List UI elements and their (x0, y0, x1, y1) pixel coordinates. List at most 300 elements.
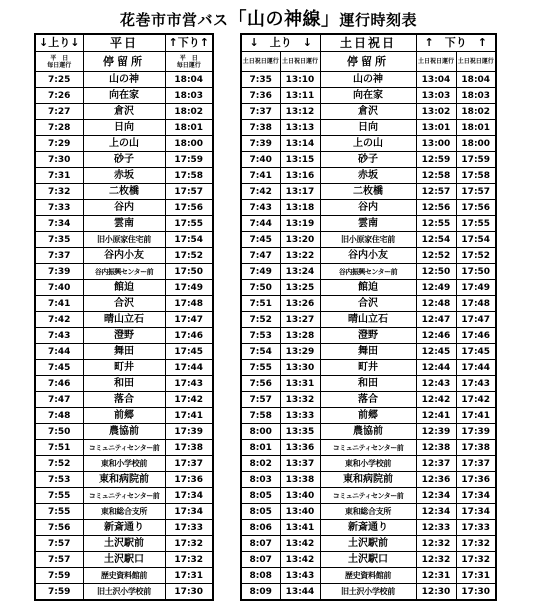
table-row (241, 536, 496, 552)
table-row (35, 504, 213, 520)
holiday-down1-time: 13:03 (416, 88, 456, 104)
weekday-up-time: 7:29 (35, 136, 83, 152)
weekday-up-time: 7:59 (35, 568, 83, 584)
holiday-up2-time: 13:16 (280, 168, 320, 184)
holiday-up1-time: 7:38 (241, 120, 280, 136)
weekday-down-time: 17:52 (165, 248, 213, 264)
table-row (35, 200, 213, 216)
stop-name: 澄野 (320, 328, 416, 344)
table-row (241, 168, 496, 184)
holiday-down1-time: 12:56 (416, 200, 456, 216)
weekday-down-time: 17:55 (165, 216, 213, 232)
table-row (35, 248, 213, 264)
weekday-up-time: 7:30 (35, 152, 83, 168)
stop-name: 砂子 (320, 152, 416, 168)
weekday-down-time: 17:39 (165, 424, 213, 440)
weekday-up-time: 7:56 (35, 520, 83, 536)
weekday-down-time: 17:34 (165, 504, 213, 520)
weekday-down-time: 17:45 (165, 344, 213, 360)
weekday-down-time: 17:50 (165, 264, 213, 280)
weekday-down-time: 17:48 (165, 296, 213, 312)
title-suffix: 運行時刻表 (339, 11, 418, 29)
holiday-up1-time: 7:41 (241, 168, 280, 184)
holiday-down2-time: 17:39 (456, 424, 496, 440)
table-row (241, 88, 496, 104)
holiday-down1-time: 12:33 (416, 520, 456, 536)
holiday-down2-time: 17:45 (456, 344, 496, 360)
holiday-up2-time: 13:32 (280, 392, 320, 408)
holiday-down1-time: 12:44 (416, 360, 456, 376)
table-row (241, 584, 496, 601)
holiday-up1-time: 8:05 (241, 504, 280, 520)
stop-name: 山の神 (320, 72, 416, 88)
holiday-up2-time: 13:13 (280, 120, 320, 136)
holiday-down2-time: 17:56 (456, 200, 496, 216)
stop-name: 農協前 (83, 424, 165, 440)
holiday-up1-time: 7:43 (241, 200, 280, 216)
table-row (241, 312, 496, 328)
stop-name: 旧小原家住宅前 (83, 232, 165, 248)
stop-name: 土沢駅口 (83, 552, 165, 568)
holiday-down2-time: 17:30 (456, 584, 496, 601)
weekday-down-time: 17:32 (165, 552, 213, 568)
holiday-down2-time: 17:49 (456, 280, 496, 296)
stop-name: 新斎通り (83, 520, 165, 536)
holiday-down1-time: 12:46 (416, 328, 456, 344)
stop-name: 東和総合支所 (320, 504, 416, 520)
table-row (35, 312, 213, 328)
weekday-up-time: 7:26 (35, 88, 83, 104)
holiday-up1-time: 7:40 (241, 152, 280, 168)
table-row (241, 456, 496, 472)
stop-name: 東和総合支所 (83, 504, 165, 520)
weekday-up-time: 7:28 (35, 120, 83, 136)
holiday-down1-time: 12:52 (416, 248, 456, 264)
table-row (241, 472, 496, 488)
holiday-up1-time: 7:36 (241, 88, 280, 104)
holiday-stop-subheader: 停留所 (320, 52, 416, 72)
stop-name: 和田 (320, 376, 416, 392)
table-row (241, 440, 496, 456)
holiday-down2-time: 17:55 (456, 216, 496, 232)
weekday-down-time: 18:00 (165, 136, 213, 152)
weekday-up-time: 7:52 (35, 456, 83, 472)
weekday-down-time: 17:31 (165, 568, 213, 584)
table-row (241, 520, 496, 536)
holiday-down1-time: 12:42 (416, 392, 456, 408)
holiday-up2-time: 13:38 (280, 472, 320, 488)
holiday-down1-time: 12:34 (416, 504, 456, 520)
weekday-down-time: 17:34 (165, 488, 213, 504)
holiday-down1-time: 13:04 (416, 72, 456, 88)
holiday-up2-time: 13:40 (280, 488, 320, 504)
table-row (35, 120, 213, 136)
table-row (241, 504, 496, 520)
stop-name: 東和小学校前 (83, 456, 165, 472)
stop-name: 雲南 (83, 216, 165, 232)
table-row (241, 296, 496, 312)
holiday-down2-time: 17:58 (456, 168, 496, 184)
holiday-down2-time: 17:38 (456, 440, 496, 456)
weekday-up-time: 7:39 (35, 264, 83, 280)
holiday-up1-time: 7:52 (241, 312, 280, 328)
table-row (35, 536, 213, 552)
holiday-down1-time: 12:30 (416, 584, 456, 601)
holiday-down2-time: 17:36 (456, 472, 496, 488)
stop-name: 赤坂 (83, 168, 165, 184)
holiday-timetable (240, 33, 497, 601)
stop-name: 二枚橋 (83, 184, 165, 200)
holiday-up2-time: 13:25 (280, 280, 320, 296)
table-row (35, 328, 213, 344)
holiday-up1-time: 7:39 (241, 136, 280, 152)
stop-name: 町井 (320, 360, 416, 376)
table-row (241, 120, 496, 136)
holiday-up1-time: 8:01 (241, 440, 280, 456)
weekday-down-header: ↑下り↑ (165, 34, 213, 52)
stop-name: 日向 (320, 120, 416, 136)
holiday-down2-time: 17:54 (456, 232, 496, 248)
holiday-up1-time: 7:54 (241, 344, 280, 360)
weekday-up-time: 7:59 (35, 584, 83, 601)
weekday-down-time: 17:49 (165, 280, 213, 296)
stop-name: コミュニティセンター前 (83, 440, 165, 456)
table-row (35, 280, 213, 296)
table-row (35, 168, 213, 184)
stop-name: 谷内 (320, 200, 416, 216)
stop-name: 前郷 (320, 408, 416, 424)
holiday-up2-time: 13:20 (280, 232, 320, 248)
table-row (241, 184, 496, 200)
stop-name: 旧土沢小学校前 (83, 584, 165, 601)
weekday-up-time: 7:53 (35, 472, 83, 488)
weekday-up-time: 7:51 (35, 440, 83, 456)
stop-name: 谷内 (83, 200, 165, 216)
holiday-down-header: ↑ 下り ↑ (416, 34, 496, 52)
holiday-down1-time: 12:57 (416, 184, 456, 200)
weekday-up-time: 7:42 (35, 312, 83, 328)
holiday-up1-time: 7:50 (241, 280, 280, 296)
stop-name: 澄野 (83, 328, 165, 344)
weekday-up-time: 7:43 (35, 328, 83, 344)
weekday-down-time: 17:41 (165, 408, 213, 424)
table-row (35, 344, 213, 360)
weekday-up-time: 7:45 (35, 360, 83, 376)
table-row (241, 424, 496, 440)
weekday-up-time: 7:40 (35, 280, 83, 296)
stop-name: 旧土沢小学校前 (320, 584, 416, 601)
stop-name: 合沢 (83, 296, 165, 312)
holiday-up1-time: 8:02 (241, 456, 280, 472)
holiday-down1-time: 12:36 (416, 472, 456, 488)
holiday-up1-time: 7:37 (241, 104, 280, 120)
table-row (35, 376, 213, 392)
holiday-up2-time: 13:26 (280, 296, 320, 312)
holiday-up1-time: 7:35 (241, 72, 280, 88)
stop-name: 新斎通り (320, 520, 416, 536)
page-title (0, 5, 537, 31)
weekday-up-time: 7:44 (35, 344, 83, 360)
weekday-down-time: 17:44 (165, 360, 213, 376)
holiday-down1-time: 12:32 (416, 536, 456, 552)
weekday-up-time: 7:47 (35, 392, 83, 408)
weekday-down-time: 17:37 (165, 456, 213, 472)
holiday-down2-time: 17:32 (456, 536, 496, 552)
holiday-up1-time: 7:45 (241, 232, 280, 248)
weekday-down-time: 17:30 (165, 584, 213, 601)
holiday-down1-time: 12:43 (416, 376, 456, 392)
table-row (35, 552, 213, 568)
table-row (241, 392, 496, 408)
holiday-down1-time: 12:41 (416, 408, 456, 424)
holiday-down2-time: 17:33 (456, 520, 496, 536)
holiday-down2-time: 17:31 (456, 568, 496, 584)
stop-name: 館迫 (320, 280, 416, 296)
stop-name: 雲南 (320, 216, 416, 232)
table-row (241, 104, 496, 120)
holiday-down1-time: 13:01 (416, 120, 456, 136)
holiday-day-header: 土日祝日 (320, 34, 416, 52)
weekday-up-subheader: 平 日 毎日運行 (35, 52, 83, 72)
weekday-down-time: 17:36 (165, 472, 213, 488)
stop-name: 東和病院前 (83, 472, 165, 488)
stop-name: 館迫 (83, 280, 165, 296)
table-row (35, 424, 213, 440)
stop-name: 倉沢 (83, 104, 165, 120)
weekday-up-time: 7:32 (35, 184, 83, 200)
stop-name: 土沢駅前 (320, 536, 416, 552)
table-row (241, 488, 496, 504)
table-row (241, 232, 496, 248)
weekday-up-time: 7:37 (35, 248, 83, 264)
holiday-up2-time: 13:35 (280, 424, 320, 440)
holiday-up2-time: 13:40 (280, 504, 320, 520)
holiday-up2-time: 13:15 (280, 152, 320, 168)
stop-name: 歴史資料館前 (83, 568, 165, 584)
table-row (241, 216, 496, 232)
holiday-down2-time: 18:00 (456, 136, 496, 152)
table-row (35, 456, 213, 472)
table-row (35, 216, 213, 232)
weekday-up-time: 7:55 (35, 504, 83, 520)
holiday-up1-time: 8:03 (241, 472, 280, 488)
holiday-up2-time: 13:17 (280, 184, 320, 200)
weekday-down-time: 18:03 (165, 88, 213, 104)
weekday-down-time: 17:33 (165, 520, 213, 536)
holiday-up2-time: 13:43 (280, 568, 320, 584)
table-row (35, 488, 213, 504)
weekday-down-time: 18:02 (165, 104, 213, 120)
holiday-down2-time: 17:37 (456, 456, 496, 472)
weekday-down-time: 17:43 (165, 376, 213, 392)
weekday-down-subheader: 平 日 毎日運行 (165, 52, 213, 72)
holiday-up2-time: 13:33 (280, 408, 320, 424)
stop-name: 土沢駅前 (83, 536, 165, 552)
holiday-up1-time: 8:09 (241, 584, 280, 601)
holiday-up2-time: 13:14 (280, 136, 320, 152)
table-row (35, 472, 213, 488)
stop-name: 舞田 (83, 344, 165, 360)
holiday-up1-time: 7:58 (241, 408, 280, 424)
holiday-up1-time: 8:05 (241, 488, 280, 504)
holiday-up2-time: 13:18 (280, 200, 320, 216)
table-row (35, 296, 213, 312)
stop-name: 前郷 (83, 408, 165, 424)
stop-name: 赤坂 (320, 168, 416, 184)
holiday-up2-time: 13:41 (280, 520, 320, 536)
table-row (241, 328, 496, 344)
weekday-down-time: 17:56 (165, 200, 213, 216)
weekday-down-time: 17:47 (165, 312, 213, 328)
holiday-down2-time: 17:41 (456, 408, 496, 424)
holiday-down1-time: 12:39 (416, 424, 456, 440)
stop-name: 和田 (83, 376, 165, 392)
weekday-up-time: 7:34 (35, 216, 83, 232)
holiday-down1-time: 12:58 (416, 168, 456, 184)
table-row (241, 552, 496, 568)
weekday-down-time: 17:32 (165, 536, 213, 552)
stop-name: 向在家 (83, 88, 165, 104)
holiday-up2-subheader: 土日祝日運行 (280, 52, 320, 72)
stop-name: 砂子 (83, 152, 165, 168)
stop-name: 向在家 (320, 88, 416, 104)
holiday-up1-time: 8:00 (241, 424, 280, 440)
holiday-up1-time: 8:06 (241, 520, 280, 536)
stop-name: 谷内振興センター前 (320, 264, 416, 280)
table-row (35, 584, 213, 601)
holiday-down2-time: 17:44 (456, 360, 496, 376)
holiday-down2-time: 17:57 (456, 184, 496, 200)
holiday-down1-time: 12:34 (416, 488, 456, 504)
holiday-down1-time: 12:48 (416, 296, 456, 312)
holiday-up1-time: 7:56 (241, 376, 280, 392)
table-row (241, 344, 496, 360)
holiday-down2-time: 17:34 (456, 488, 496, 504)
holiday-up2-time: 13:27 (280, 312, 320, 328)
holiday-up2-time: 13:36 (280, 440, 320, 456)
weekday-up-time: 7:41 (35, 296, 83, 312)
weekday-down-time: 17:58 (165, 168, 213, 184)
holiday-down2-time: 17:32 (456, 552, 496, 568)
holiday-down2-subheader: 土日祝日運行 (456, 52, 496, 72)
weekday-up-time: 7:57 (35, 552, 83, 568)
weekday-down-time: 18:04 (165, 72, 213, 88)
holiday-up1-time: 7:44 (241, 216, 280, 232)
holiday-up1-subheader: 土日祝日運行 (241, 52, 280, 72)
weekday-up-time: 7:57 (35, 536, 83, 552)
table-row (35, 408, 213, 424)
weekday-up-time: 7:35 (35, 232, 83, 248)
holiday-down2-time: 17:34 (456, 504, 496, 520)
stop-name: 谷内振興センター前 (83, 264, 165, 280)
weekday-stop-subheader: 停留所 (83, 52, 165, 72)
holiday-up2-time: 13:44 (280, 584, 320, 601)
table-row (35, 232, 213, 248)
table-row (35, 568, 213, 584)
holiday-down2-time: 17:42 (456, 392, 496, 408)
table-row (241, 248, 496, 264)
weekday-down-time: 17:59 (165, 152, 213, 168)
stop-name: 谷内小友 (83, 248, 165, 264)
table-row (35, 392, 213, 408)
holiday-down1-time: 12:59 (416, 152, 456, 168)
stop-name: 落合 (320, 392, 416, 408)
table-row (241, 264, 496, 280)
holiday-down1-time: 12:37 (416, 456, 456, 472)
weekday-day-header: 平日 (83, 34, 165, 52)
holiday-down1-time: 13:02 (416, 104, 456, 120)
stop-name: 倉沢 (320, 104, 416, 120)
stop-name: 上の山 (83, 136, 165, 152)
holiday-up2-time: 13:42 (280, 552, 320, 568)
holiday-up1-time: 7:49 (241, 264, 280, 280)
holiday-down2-time: 18:04 (456, 72, 496, 88)
holiday-up1-time: 7:51 (241, 296, 280, 312)
stop-name: 晴山立石 (83, 312, 165, 328)
table-row (35, 136, 213, 152)
table-row (241, 360, 496, 376)
holiday-down1-time: 12:45 (416, 344, 456, 360)
title-prefix: 花巻市市営バス (119, 11, 229, 29)
table-row (35, 72, 213, 88)
stop-name: 町井 (83, 360, 165, 376)
weekday-up-header: ↓上り↓ (35, 34, 83, 52)
holiday-up2-time: 13:11 (280, 88, 320, 104)
weekday-up-time: 7:46 (35, 376, 83, 392)
stop-name: 土沢駅口 (320, 552, 416, 568)
holiday-up2-time: 13:30 (280, 360, 320, 376)
holiday-down1-time: 12:54 (416, 232, 456, 248)
stop-name: コミュニティセンター前 (320, 488, 416, 504)
table-row (35, 152, 213, 168)
holiday-up2-time: 13:42 (280, 536, 320, 552)
table-row (35, 104, 213, 120)
holiday-down2-time: 17:46 (456, 328, 496, 344)
table-row (35, 184, 213, 200)
holiday-down2-time: 17:43 (456, 376, 496, 392)
stop-name: コミュニティセンター前 (320, 440, 416, 456)
holiday-down1-time: 12:47 (416, 312, 456, 328)
holiday-up1-time: 8:08 (241, 568, 280, 584)
holiday-down2-time: 18:01 (456, 120, 496, 136)
table-row (241, 568, 496, 584)
stop-name: コミュニティセンター前 (83, 488, 165, 504)
stop-name: 晴山立石 (320, 312, 416, 328)
holiday-up1-time: 8:07 (241, 552, 280, 568)
table-row (241, 376, 496, 392)
table-row (241, 72, 496, 88)
holiday-up1-time: 7:55 (241, 360, 280, 376)
stop-name: 農協前 (320, 424, 416, 440)
holiday-down2-time: 17:47 (456, 312, 496, 328)
holiday-up1-time: 7:47 (241, 248, 280, 264)
holiday-down2-time: 18:02 (456, 104, 496, 120)
holiday-up-header: ↓ 上り ↓ (241, 34, 320, 52)
holiday-up2-time: 13:19 (280, 216, 320, 232)
holiday-down1-time: 12:31 (416, 568, 456, 584)
table-row (35, 440, 213, 456)
weekday-up-time: 7:25 (35, 72, 83, 88)
weekday-up-time: 7:31 (35, 168, 83, 184)
holiday-up2-time: 13:28 (280, 328, 320, 344)
holiday-down1-time: 12:32 (416, 552, 456, 568)
holiday-up1-time: 7:57 (241, 392, 280, 408)
stop-name: 舞田 (320, 344, 416, 360)
holiday-up1-time: 8:07 (241, 536, 280, 552)
table-row (35, 360, 213, 376)
table-row (241, 200, 496, 216)
title-line-name: 「山の神線」 (228, 9, 340, 30)
